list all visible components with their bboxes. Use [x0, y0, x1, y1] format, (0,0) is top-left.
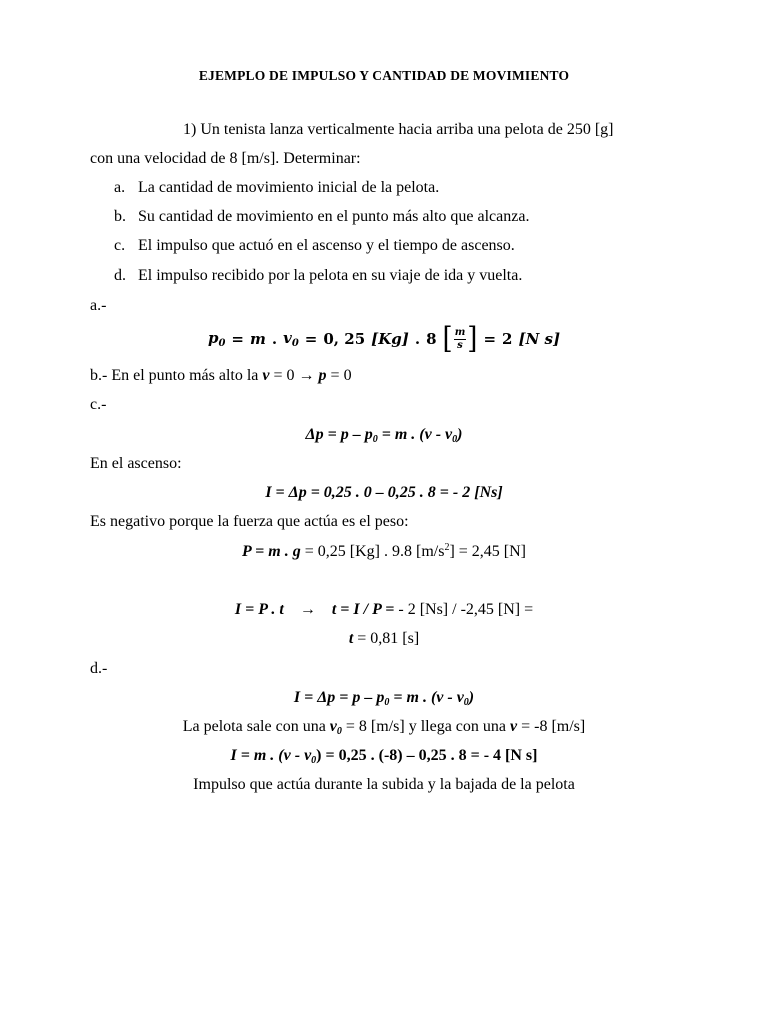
- eq-text: I = P . t: [234, 601, 284, 618]
- conclusion: Impulso que actúa durante la subida y la bajada de la pelota: [193, 776, 575, 793]
- velocity-sentence: [0, 718, 768, 737]
- negative-note: Es negativo porque la fuerza que actúa es el peso:: [90, 513, 409, 530]
- fraction-numerator: m: [454, 326, 466, 338]
- eq-symbol: p: [207, 329, 219, 347]
- list-marker: b.: [114, 208, 126, 225]
- eq-operator: =: [231, 330, 244, 348]
- problem-line-2: con una velocidad de 8 [m/s]. Determinar:: [90, 150, 361, 167]
- list-text: El impulso que actuó en el ascenso y el tiempo de ascenso.: [138, 237, 515, 254]
- equation-momentum: [0, 321, 768, 357]
- list-marker: a.: [114, 179, 126, 196]
- var-v: v: [510, 718, 518, 735]
- eq-text: = 0,81 [s]: [353, 630, 420, 647]
- list-marker: c.: [114, 237, 126, 254]
- eq-operator: .: [414, 330, 421, 348]
- eq-subscript: 0: [218, 338, 226, 349]
- part-b-middle: = 0 →: [269, 367, 319, 384]
- eq-operator: =: [483, 330, 497, 348]
- problem-line-1: 1) Un tenista lanza verticalmente hacia arriba una pelota de 250 [g]: [183, 121, 614, 138]
- list-text: El impulso recibido por la pelota en su viaje de ida y vuelta.: [138, 267, 523, 284]
- eq-text: ] = 2,45 [N]: [449, 543, 526, 560]
- equation-weight: [0, 542, 768, 561]
- equation-delta-p-d: [0, 689, 768, 708]
- eq-superscript: 2: [444, 542, 450, 553]
- eq-unit: [N s]: [518, 330, 561, 348]
- part-d-label: d.-: [90, 660, 108, 677]
- part-b-text: [90, 367, 352, 385]
- eq-text: ): [457, 426, 463, 443]
- part-c-label: c.-: [90, 396, 107, 413]
- eq-text: = 0,25 [Kg] . 9.8 [m/s: [300, 543, 445, 560]
- part-b-end: = 0: [326, 367, 352, 384]
- equation-impulse: I = Δp = 0,25 . 0 – 0,25 . 8 = - 2 [Ns]: [265, 484, 503, 501]
- unit-fraction: [ $\frac{m}{s}$ ]: [442, 321, 478, 357]
- sentence-text: = -8 [m/s]: [517, 718, 586, 735]
- eq-subscript: 0: [463, 697, 469, 708]
- eq-text: t = I / P =: [331, 601, 395, 618]
- eq-text: P = m . g: [242, 543, 301, 560]
- eq-text: Δp = p – p: [305, 426, 373, 443]
- equation-final-impulse: [0, 747, 768, 766]
- var-v: v: [262, 367, 270, 384]
- eq-operator: =: [304, 330, 318, 348]
- eq-value: 2: [502, 330, 513, 348]
- eq-text: I = Δp = p – p: [293, 689, 385, 706]
- list-text: Su cantidad de movimiento en el punto más alto que alcanza.: [138, 208, 530, 225]
- sentence-text: = 8 [m/s] y llega con una: [341, 718, 510, 735]
- eq-unit: [Kg]: [371, 330, 409, 348]
- list-marker: d.: [114, 267, 126, 284]
- equation-delta-p: [0, 426, 768, 445]
- var-v0: v: [329, 718, 337, 735]
- eq-subscript: 0: [372, 434, 378, 445]
- eq-symbol: m: [250, 330, 266, 348]
- eq-subscript: 0: [336, 726, 342, 737]
- eq-text: I = m . (v - v: [230, 747, 312, 764]
- sentence-text: La pelota sale con una: [182, 718, 330, 735]
- eq-text: - 2 [Ns] / -2,45 [N] =: [394, 601, 534, 618]
- equation-impulse-time: [0, 601, 768, 619]
- part-b-prefix: b.- En el punto más alto la: [90, 367, 263, 384]
- eq-symbol: v: [283, 329, 292, 347]
- equation-time-result: [0, 630, 768, 648]
- eq-operator: .: [271, 330, 278, 348]
- eq-value: 0, 25: [323, 330, 366, 348]
- part-a-label: a.-: [90, 297, 107, 314]
- list-item: [114, 208, 529, 226]
- eq-subscript: 0: [291, 338, 299, 349]
- var-p: p: [318, 367, 327, 384]
- eq-subscript: 0: [311, 755, 317, 766]
- eq-subscript: 0: [384, 697, 390, 708]
- list-item: [114, 179, 439, 197]
- document-title: EJEMPLO DE IMPULSO Y CANTIDAD DE MOVIMIENTO: [198, 68, 570, 83]
- eq-text: ): [468, 689, 475, 706]
- list-text: La cantidad de movimiento inicial de la pelota.: [138, 179, 440, 196]
- list-item: [114, 267, 522, 285]
- eq-subscript: 0: [452, 434, 458, 445]
- var-t: t: [348, 630, 354, 647]
- eq-value: 8: [426, 330, 437, 348]
- fraction-denominator: s: [457, 339, 463, 351]
- eq-text: = m . (v - v: [389, 689, 464, 706]
- arrow: →: [283, 601, 332, 618]
- ascenso-label: En el ascenso:: [90, 455, 182, 472]
- eq-text: ) = 0,25 . (-8) – 0,25 . 8 = - 4 [N s]: [316, 747, 538, 764]
- list-item: [114, 237, 515, 255]
- eq-text: = m . (v - v: [377, 426, 453, 443]
